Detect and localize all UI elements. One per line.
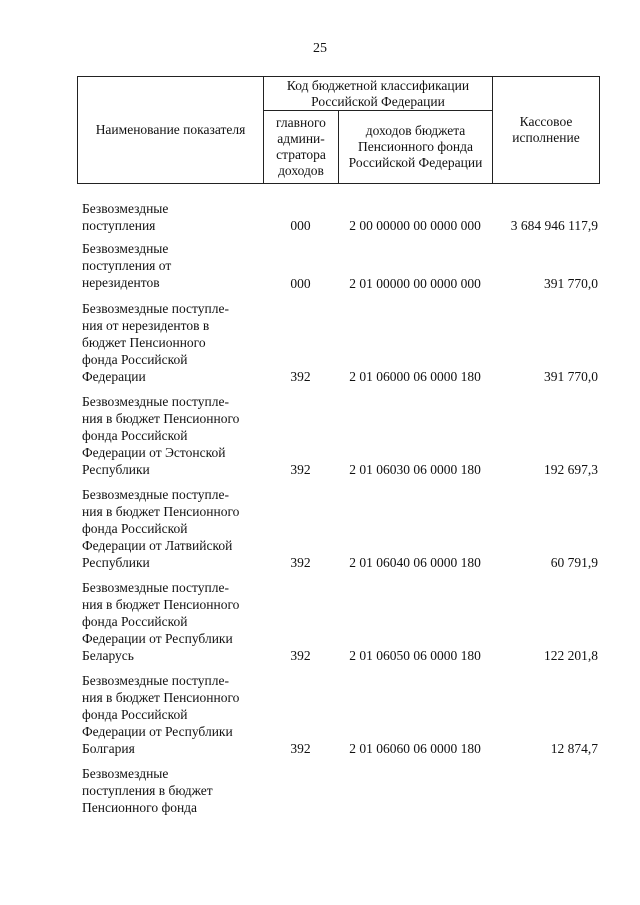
row-amount: 391 770,0 <box>544 369 598 384</box>
row-admin-code: 392 <box>290 741 311 756</box>
header-col-code-group: Код бюджетной классификации Российской Федерации <box>286 77 470 109</box>
row-admin-code: 392 <box>290 369 311 384</box>
header-col-name: Наименование показателя <box>95 122 246 137</box>
row-admin-code: 392 <box>290 648 311 663</box>
page-number: 25 <box>313 41 327 56</box>
row-amount: 391 770,0 <box>544 276 598 291</box>
row-name: Безвозмездные поступления от нерезидентов <box>82 241 172 290</box>
row-amount: 60 791,9 <box>550 555 598 570</box>
row-amount: 192 697,3 <box>544 462 598 477</box>
row-budget-code: 2 01 00000 00 0000 000 <box>349 276 481 291</box>
row-name: Безвозмездные поступле- ния в бюджет Пенсионного фонда Российской Федерации от Латвийской Республики <box>82 487 240 570</box>
row-admin-code: 000 <box>290 276 311 291</box>
row-budget-code: 2 01 06000 06 0000 180 <box>349 369 481 384</box>
row-name: Безвозмездные поступления в бюджет Пенсионного фонда <box>82 766 213 815</box>
row-name: Безвозмездные поступления <box>82 201 169 233</box>
row-name: Безвозмездные поступле- ния в бюджет Пенсионного фонда Российской Федерации от Республики Беларусь <box>82 580 240 663</box>
row-admin-code: 392 <box>290 555 311 570</box>
header-col-income: доходов бюджета Пенсионного фонда Российской Федерации <box>348 123 483 170</box>
row-budget-code: 2 01 06030 06 0000 180 <box>349 462 481 477</box>
table-header <box>77 76 600 184</box>
row-budget-code: 2 01 06040 06 0000 180 <box>349 555 481 570</box>
row-name: Безвозмездные поступле- ния в бюджет Пенсионного фонда Российской Федерации от Республики Болгария <box>82 673 240 756</box>
row-admin-code: 000 <box>290 218 311 233</box>
header-col-admin: главного админи- стратора доходов <box>276 115 326 178</box>
row-budget-code: 2 00 00000 00 0000 000 <box>349 218 481 233</box>
row-name: Безвозмездные поступле- ния в бюджет Пенсионного фонда Российской Федерации от Эстонской Республики <box>82 394 240 477</box>
row-name: Безвозмездные поступле- ния от нерезидентов в бюджет Пенсионного фонда Российской Федерации <box>82 301 229 384</box>
row-admin-code: 392 <box>290 462 311 477</box>
row-budget-code: 2 01 06050 06 0000 180 <box>349 648 481 663</box>
row-amount: 12 874,7 <box>550 741 598 756</box>
row-amount: 3 684 946 117,9 <box>510 218 598 233</box>
row-amount: 122 201,8 <box>544 648 598 663</box>
row-budget-code: 2 01 06060 06 0000 180 <box>349 741 481 756</box>
header-col-exec: Кассовое исполнение <box>512 114 580 145</box>
